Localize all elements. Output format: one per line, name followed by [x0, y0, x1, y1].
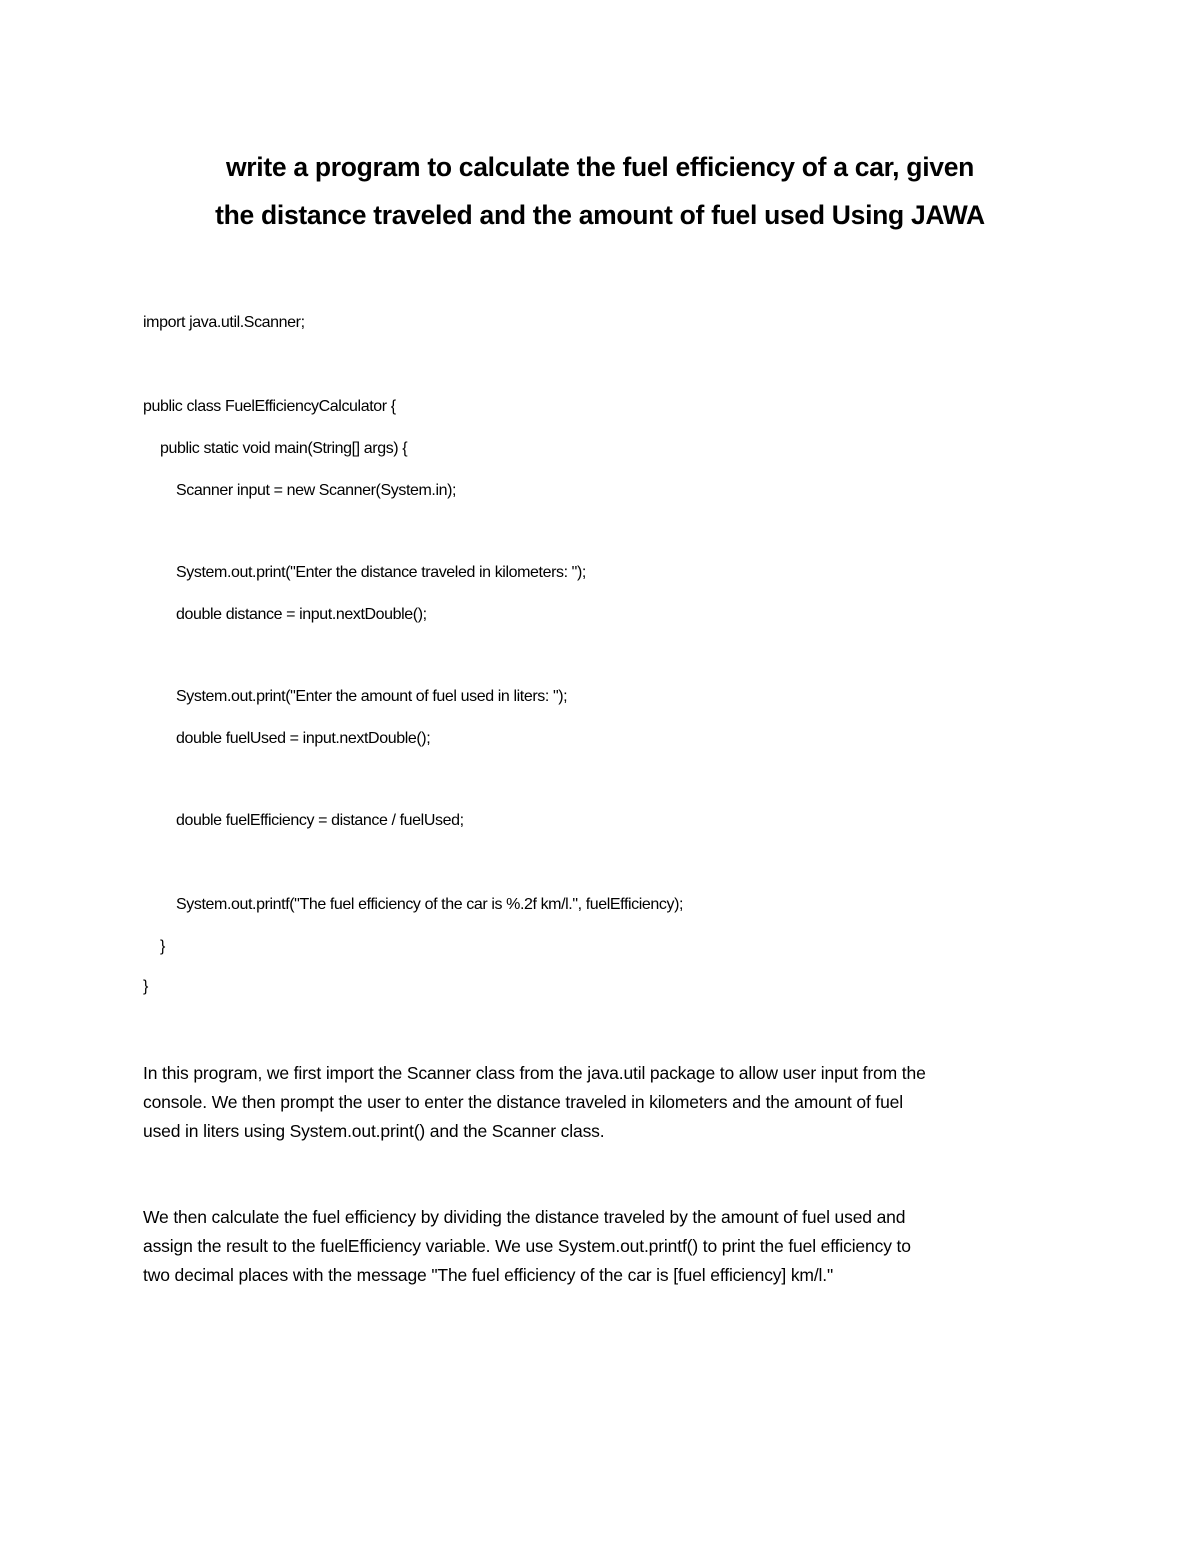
paragraph-line: assign the result to the fuelEfficiency variable. We use System.out.printf() to print the fuel efficiency to	[143, 1236, 911, 1256]
paragraph-line: two decimal places with the message "The fuel efficiency of the car is [fuel efficiency] km/l."	[143, 1265, 834, 1285]
code-line-close-method: }	[160, 938, 165, 955]
code-line-printf-result: System.out.printf("The fuel efficiency of the car is %.2f km/l.", fuelEfficiency);	[176, 896, 684, 913]
explanation-paragraph-2	[143, 1203, 1063, 1290]
code-line-print-fuel: System.out.print("Enter the amount of fuel used in liters: ");	[176, 688, 568, 705]
code-line-print-distance: System.out.print("Enter the distance traveled in kilometers: ");	[176, 564, 586, 581]
code-line-class-declaration: public class FuelEfficiencyCalculator {	[143, 398, 396, 415]
code-line-close-class: }	[143, 978, 148, 995]
title-line: the distance traveled and the amount of fuel used Using JAWA	[215, 200, 985, 230]
paragraph-line: console. We then prompt the user to enter the distance traveled in kilometers and the amount of fuel	[143, 1092, 903, 1112]
document-title	[100, 143, 1100, 239]
code-line-compute-efficiency: double fuelEfficiency = distance / fuelUsed;	[176, 812, 464, 829]
code-line-read-fuel: double fuelUsed = input.nextDouble();	[176, 730, 431, 747]
explanation-paragraph-1	[143, 1059, 1063, 1146]
paragraph-line: We then calculate the fuel efficiency by dividing the distance traveled by the amount of fuel used and	[143, 1207, 906, 1227]
code-line-main-method: public static void main(String[] args) {	[160, 440, 408, 457]
code-line-read-distance: double distance = input.nextDouble();	[176, 606, 427, 623]
paragraph-line: In this program, we first import the Scanner class from the java.util package to allow user input from the	[143, 1063, 926, 1083]
title-line: write a program to calculate the fuel efficiency of a car, given	[225, 152, 975, 182]
code-line-scanner: Scanner input = new Scanner(System.in);	[176, 482, 457, 499]
code-line-import: import java.util.Scanner;	[143, 314, 305, 331]
paragraph-line: used in liters using System.out.print() and the Scanner class.	[143, 1121, 605, 1141]
